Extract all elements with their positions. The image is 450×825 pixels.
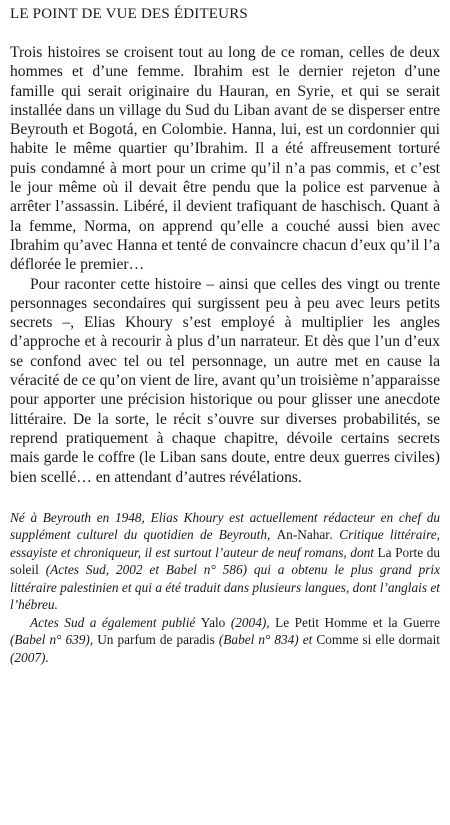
bio-text: (Babel n° 639), [10,632,98,648]
book-title: Yalo [200,614,226,630]
newspaper-title: An-Nahar [276,527,330,543]
bio-text: Actes Sud a également publié [30,614,201,630]
body-paragraph-2: Pour raconter cette histoire – ainsi que celles des vingt ou trente personnages secondaires qui surgissent peu à peu avec leurs petits secrets –, Elias Khoury s’est employé à multiplier les angles d’approche et à recourir à plus d’un narrateur. Et dès que l’un d’eux se confond avec tel ou tel personnage, un autre met en cause la véracité de ce qu’on vient de lire, avant qu’un troisième n’apparaisse pour apporter une précision historique ou pour glisser une anecdote littéraire. De la sorte, le récit s’ouvre sur diverses probabilités, se reprend pratiquement à chaque chapitre, dévoile certains secrets mais garde le coffre (le Liban sans doute, entre deux guerres civiles) bien scellé… en attendant d’autres révélations. [10,275,440,486]
body-paragraph-1: Trois histoires se croisent tout au long de ce roman, celles de deux hommes et d’une femme. Ibrahim est le dernier rejeton d’une famille qui serait originaire du Hauran, en Syrie, et qui se serait installée dans un village du Sud du Liban avant de se disperser entre Beyrouth et Bogotá, en Colombie. Hanna, lui, est un cordonnier qui habite le même quartier qu’Ibrahim. Il a été affreusement torturé puis condamné à mort pour un crime qu’il n’a pas commis, et c’est le jour même où il devait être pendu que la police est parvenue à arrêter l’assassin. Libéré, il devient trafiquant de haschisch. Quant à la femme, Norma, on apprend qu’elle a couché aussi bien avec Ibrahim qu’avec Hanna et tenté de convaincre chacun d’eux qu’il l’a déflorée le premier… [10,44,440,274]
book-title: Comme si elle dormait [316,632,440,648]
bio-text: (2007). [10,649,49,665]
book-title: Le Petit Homme et la Guerre [275,614,440,630]
author-bio-paragraph [10,509,440,614]
publications-paragraph [10,614,440,667]
bio-text: (Babel n° 834) [214,632,303,648]
book-title: Un parfum de paradis [97,632,215,648]
bio-text: Né à Beyrouth en 1948, Elias Khoury est actuellement rédacteur en chef du supplément culturel du quotidien de Beyrouth, [10,509,440,543]
section-heading: LE POINT DE VUE DES ÉDITEURS [10,6,248,22]
bio-text: et [302,632,317,648]
bio-text: . Critique littéraire, essayiste et chroniqueur, il est surtout l’auteur de neuf romans, dont [10,527,440,560]
bio-text: (Actes Sud, 2002 et Babel n° 586) qui a obtenu le plus grand prix littéraire palestinien et qui a été traduit dans plusieurs langues, dont l’anglais et l’hébreu. [10,562,440,613]
book-title: La Porte du soleil [10,544,440,578]
bio-text: (2004), [225,614,276,630]
